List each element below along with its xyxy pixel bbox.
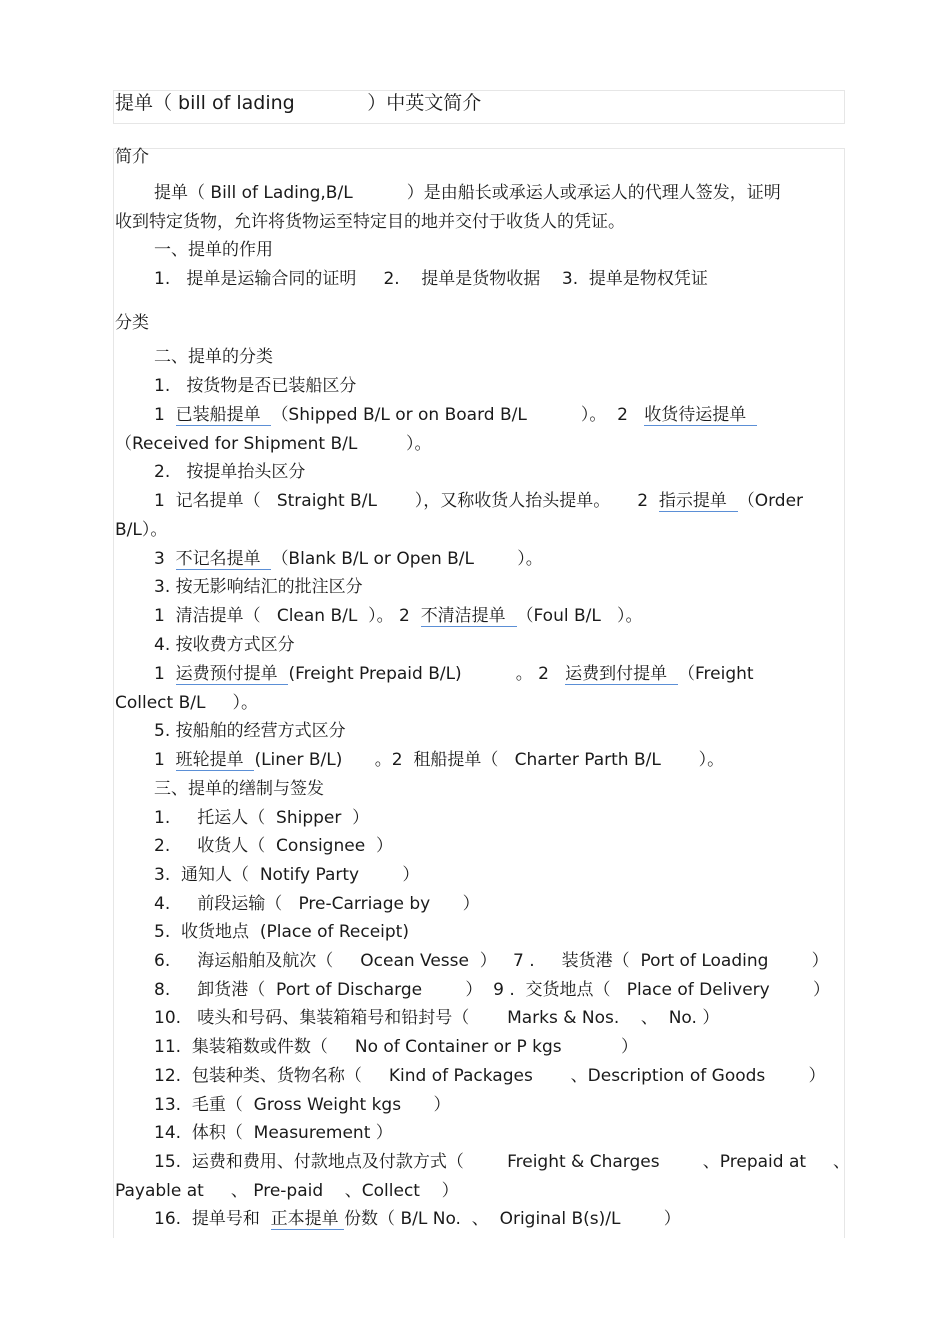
- class-3-heading: 3. 按无影响结汇的批注区分: [154, 577, 363, 597]
- heading-classification: 二、提单的分类: [154, 347, 273, 367]
- document-title: 提单（ bill of lading ）中英文简介: [115, 92, 482, 114]
- class-4-items-cont: Collect B/L ）。: [115, 693, 258, 713]
- class-5-items: 1 班轮提单 (Liner B/L) 。2 租船提单（ Charter Parth B/L ）。: [154, 750, 725, 770]
- term-order-bl: 指示提单: [658, 491, 738, 511]
- class-1-items: 1 已装船提单 （Shipped B/L or on Board B/L ）。 2 收货待运提单: [154, 405, 758, 425]
- term-freight-prepaid-bl: 运费预付提单: [175, 664, 289, 684]
- term-original-bl: 正本提单: [270, 1209, 345, 1229]
- class-5-heading: 5. 按船舶的经营方式区分: [154, 721, 346, 741]
- field-13: 13. 毛重（ Gross Weight kgs ）: [154, 1095, 451, 1115]
- field-12: 12. 包装种类、货物名称（ Kind of Packages 、Description of Goods ）: [154, 1066, 826, 1086]
- field-1: 1. 托运人（ Shipper ）: [154, 808, 370, 828]
- class-2-heading: 2. 按提单抬头区分: [154, 462, 306, 482]
- field-15-cont: Payable at 、 Pre-paid 、Collect ）: [115, 1181, 459, 1201]
- field-14: 14. 体积（ Measurement ）: [154, 1123, 393, 1143]
- section-heading-intro: 简介: [115, 147, 149, 167]
- field-15: 15. 运费和费用、付款地点及付款方式（ Freight & Charges 、Prepaid at 、: [154, 1152, 851, 1172]
- class-1-items-cont: （Received for Shipment B/L ）。: [115, 434, 432, 454]
- term-shipped-bl: 已装船提单: [175, 405, 272, 425]
- class-2-item-3: 3 不记名提单 （Blank B/L or Open B/L ）。: [154, 549, 543, 569]
- section-heading-classify: 分类: [115, 313, 149, 333]
- class-3-items: 1 清洁提单（ Clean B/L ）。 2 不清洁提单 （Foul B/L ）。: [154, 606, 643, 626]
- term-foul-bl: 不清洁提单: [420, 606, 517, 626]
- class-1-heading: 1. 按货物是否已装船区分: [154, 376, 357, 396]
- term-received-bl: 收货待运提单: [644, 405, 758, 425]
- field-3: 3. 通知人（ Notify Party ）: [154, 865, 420, 885]
- field-2: 2. 收货人（ Consignee ）: [154, 836, 393, 856]
- term-freight-collect-bl: 运费到付提单: [565, 664, 678, 684]
- heading-roles: 一、提单的作用: [154, 240, 273, 260]
- term-blank-bl: 不记名提单: [175, 549, 272, 569]
- class-2-items: 1 记名提单（ Straight B/L ），又称收货人抬头提单。 2 指示提单 （Order: [154, 491, 804, 511]
- intro-paragraph-line-2: 收到特定货物，允许将货物运至特定目的地并交付于收货人的凭证。: [115, 212, 625, 232]
- field-10: 10. 唛头和号码、集装箱箱号和铅封号（ Marks & Nos. 、 No. ）: [154, 1008, 720, 1028]
- field-5: 5. 收货地点 (Place of Receipt): [154, 922, 409, 942]
- class-4-heading: 4. 按收费方式区分: [154, 635, 295, 655]
- class-2-items-cont: B/L）。: [115, 520, 168, 540]
- term-liner-bl: 班轮提单: [175, 750, 255, 770]
- field-4: 4. 前段运输（ Pre-Carriage by ）: [154, 894, 480, 914]
- field-6-7: 6. 海运船舶及航次（ Ocean Vesse ） 7 . 装货港（ Port of Loading ）: [154, 951, 829, 971]
- class-4-items: 1 运费预付提单 (Freight Prepaid B/L) 。 2 运费到付提单 （Freight: [154, 664, 754, 684]
- intro-paragraph-line-1: 提单（ Bill of Lading,B/L ）是由船长或承运人或承运人的代理人签发，证明: [154, 183, 781, 203]
- heading-preparation: 三、提单的缮制与签发: [154, 779, 324, 799]
- field-11: 11. 集装箱数或件数（ No of Container or P kgs ）: [154, 1037, 639, 1057]
- field-16: 16. 提单号和 正本提单 份数（ B/L No. 、 Original B(s)/L ）: [154, 1209, 681, 1229]
- field-8-9: 8. 卸货港（ Port of Discharge ） 9 . 交货地点（ Place of Delivery ）: [154, 980, 830, 1000]
- roles-list: 1. 提单是运输合同的证明 2. 提单是货物收据 3. 提单是物权凭证: [154, 269, 708, 289]
